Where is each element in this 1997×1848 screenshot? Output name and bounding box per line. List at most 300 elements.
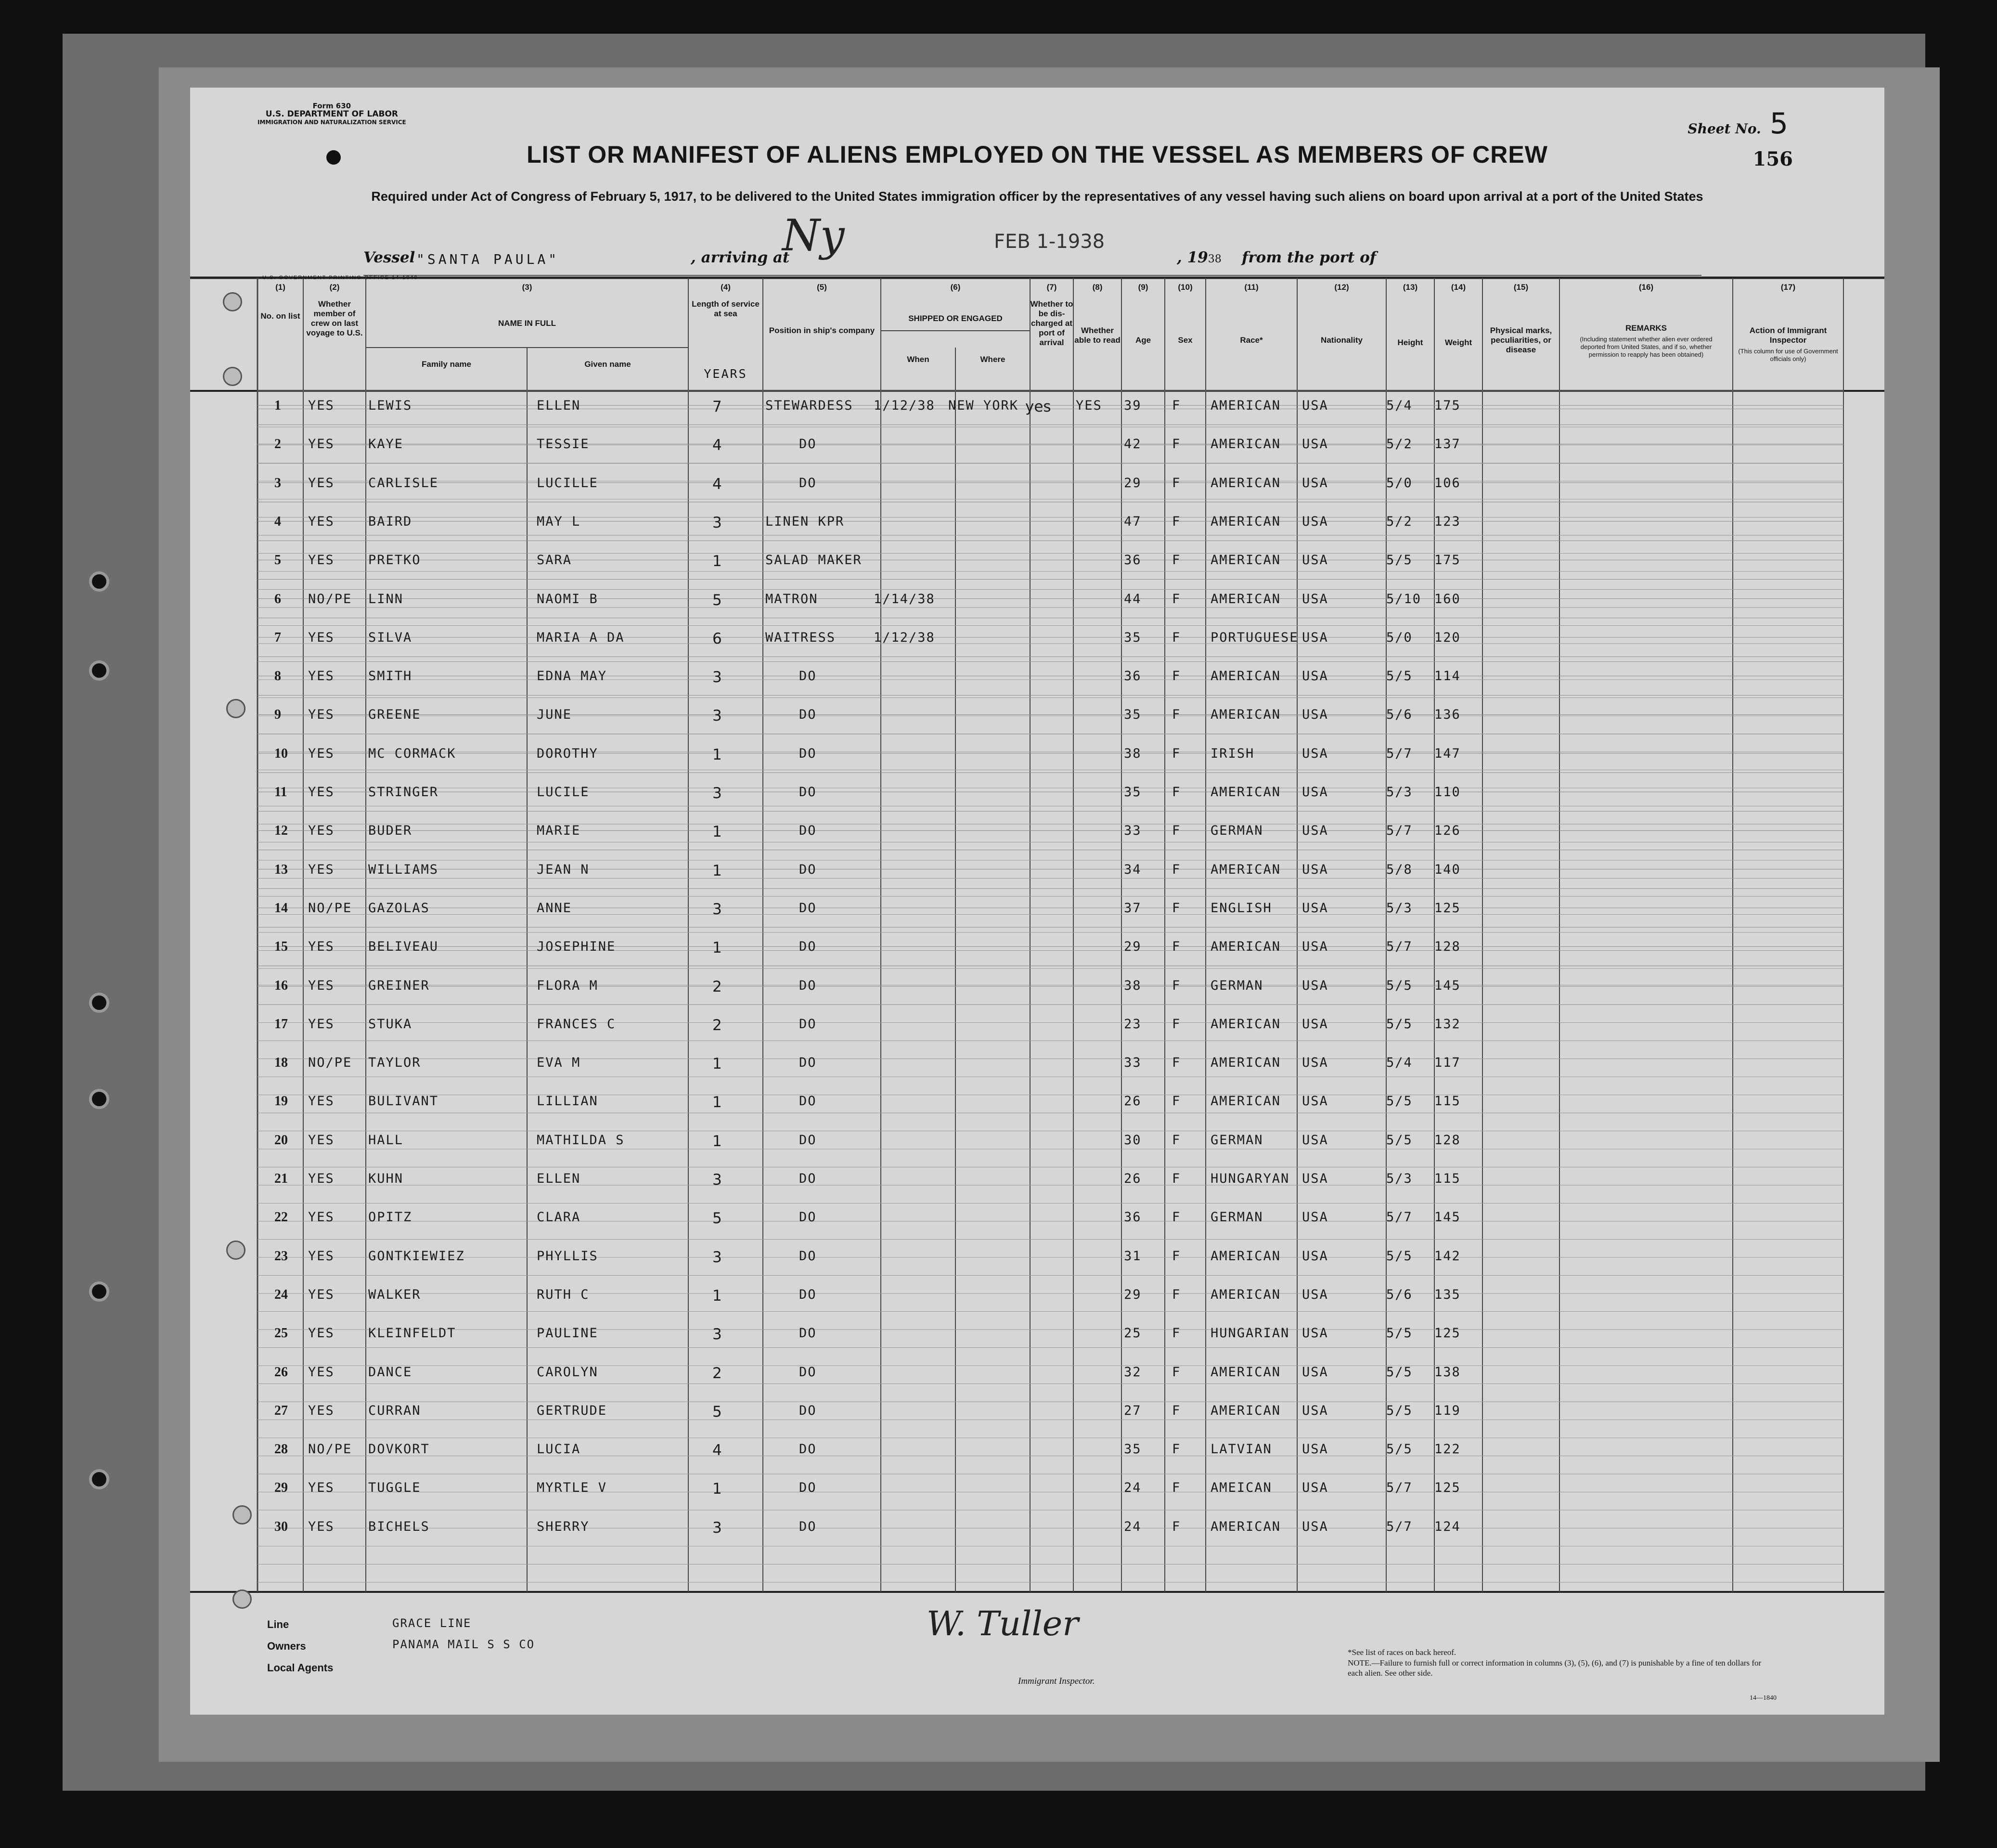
cell-race: AMEICAN [1211,1480,1272,1496]
punch-hole [223,367,242,386]
cell-given: JEAN N [537,862,590,877]
cell-sex: F [1172,978,1181,993]
cell-when: 1/14/38 [874,591,935,607]
cell-years: 5 [712,1403,722,1421]
document-title: LIST OR MANIFEST OF ALIENS EMPLOYED ON THE VESSEL AS MEMBERS OF CREW [527,141,1548,168]
cell-weight: 117 [1434,1055,1461,1071]
cell-position: MATRON [765,591,818,607]
cell-position: DO [799,939,817,955]
cell-position: DO [799,475,817,491]
cell-height: 5/0 [1386,630,1413,645]
cell-years: 7 [712,398,722,415]
punch-hole [89,660,109,681]
cell-no: 15 [274,939,288,955]
cell-weight: 126 [1434,823,1461,839]
cell-no: 7 [274,630,281,645]
cell-age: 33 [1124,823,1142,839]
cell-no: 8 [274,669,281,684]
cell-height: 5/3 [1386,900,1413,916]
cell-position: DO [799,1480,817,1496]
cell-given: CLARA [537,1210,581,1225]
cell-age: 47 [1124,514,1142,529]
cell-sex: F [1172,1326,1181,1341]
cell-nationality: USA [1302,1403,1328,1418]
header-physical-marks: Physical marks, peculiarities, or disease [1490,326,1552,354]
cell-weight: 119 [1434,1403,1461,1418]
cell-race: AMERICAN [1211,862,1281,877]
cell-voyage: NO/PE [308,591,352,607]
cell-family: BULIVANT [368,1094,439,1109]
cell-years: 3 [712,1519,722,1537]
cell-race: GERMAN [1211,1132,1263,1148]
cell-given: LUCILLE [537,475,598,491]
cell-age: 42 [1124,437,1142,452]
cell-years: 3 [712,1171,722,1189]
cell-sex: F [1172,1055,1181,1071]
cell-race: GERMAN [1211,1210,1263,1225]
cell-height: 5/2 [1386,437,1413,452]
line-label: Line [267,1618,289,1630]
cell-race: AMERICAN [1211,1519,1281,1534]
cell-years: 1 [712,1132,722,1150]
column-number: (5) [817,283,827,292]
cell-voyage: YES [308,1016,335,1032]
cell-height: 5/5 [1386,1132,1413,1148]
cell-sex: F [1172,707,1181,723]
cell-given: PHYLLIS [537,1248,598,1264]
cell-race: AMERICAN [1211,785,1281,800]
year-prefix: , 19 [1177,249,1208,266]
cell-sex: F [1172,1480,1181,1496]
cell-no: 4 [274,514,281,529]
cell-position: DO [799,1248,817,1264]
cell-weight: 123 [1434,514,1461,529]
cell-years: 3 [712,1326,722,1344]
header-position: Position in ship's company [769,326,875,335]
cell-weight: 142 [1434,1248,1461,1264]
cell-nationality: USA [1302,630,1328,645]
inspector-label: Immigrant Inspector. [1018,1676,1095,1686]
cell-no: 10 [274,746,288,761]
column-number: (16) [1638,283,1654,292]
column-number: (10) [1178,283,1193,292]
cell-years: 4 [712,437,722,454]
cell-years: 5 [712,591,722,609]
cell-voyage: YES [308,398,335,413]
cell-race: AMERICAN [1211,669,1281,684]
cell-nationality: USA [1302,1132,1328,1148]
cell-given: MAY L [537,514,581,529]
cell-voyage: YES [308,514,335,529]
punch-hole [223,292,242,311]
cell-years: 3 [712,785,722,802]
cell-years: 3 [712,669,722,686]
cell-voyage: YES [308,669,335,684]
header-when: When [907,355,929,364]
cell-height: 5/2 [1386,514,1413,529]
punch-hole [226,699,245,718]
cell-no: 16 [274,978,288,993]
cell-nationality: USA [1302,514,1328,529]
cell-no: 12 [274,823,288,839]
cell-weight: 137 [1434,437,1461,452]
cell-voyage: YES [308,1094,335,1109]
cell-age: 36 [1124,1210,1142,1225]
cell-age: 24 [1124,1480,1142,1496]
cell-height: 5/10 [1386,591,1422,607]
date-stamp: FEB 1-1938 [994,231,1105,253]
column-number: (12) [1334,283,1349,292]
cell-nationality: USA [1302,1248,1328,1264]
cell-voyage: YES [308,939,335,955]
punch-hole [326,150,341,165]
cell-weight: 120 [1434,630,1461,645]
cell-family: CURRAN [368,1403,421,1418]
cell-given: LUCILE [537,785,590,800]
column-number: (15) [1513,283,1529,292]
cell-nationality: USA [1302,707,1328,723]
cell-position: DO [799,1442,817,1457]
column-number: (7) [1046,283,1057,292]
header-sex: Sex [1178,336,1193,345]
cell-race: AMERICAN [1211,1055,1281,1071]
cell-height: 5/0 [1386,475,1413,491]
cell-no: 22 [274,1210,288,1225]
cell-position: DO [799,823,817,839]
cell-height: 5/5 [1386,1094,1413,1109]
column-number: (1) [275,283,285,292]
cell-discharged: yes [1025,398,1051,415]
cell-nationality: USA [1302,746,1328,761]
cell-sex: F [1172,823,1181,839]
punch-hole [232,1505,252,1525]
cell-no: 25 [274,1326,288,1341]
cell-weight: 114 [1434,669,1461,684]
cell-years: 5 [712,1210,722,1228]
cell-weight: 175 [1434,553,1461,568]
header-remarks: REMARKS [1625,323,1667,333]
cell-years: 3 [712,514,722,531]
cell-nationality: USA [1302,437,1328,452]
cell-position: STEWARDESS [765,398,853,413]
cell-race: AMERICAN [1211,398,1281,413]
cell-given: JUNE [537,707,572,723]
cell-weight: 128 [1434,1132,1461,1148]
cell-family: BICHELS [368,1519,430,1534]
cell-family: GREENE [368,707,421,723]
cell-weight: 145 [1434,1210,1461,1225]
cell-age: 23 [1124,1016,1142,1032]
cell-age: 31 [1124,1248,1142,1264]
punch-hole [89,571,109,592]
cell-race: GERMAN [1211,978,1263,993]
cell-family: KAYE [368,437,404,452]
cell-height: 5/5 [1386,1364,1413,1380]
cell-race: LATVIAN [1211,1442,1272,1457]
cell-race: HUNGARIAN [1211,1326,1290,1341]
cell-race: AMERICAN [1211,591,1281,607]
cell-age: 26 [1124,1094,1142,1109]
cell-position: DO [799,1016,817,1032]
cell-age: 36 [1124,553,1142,568]
cell-nationality: USA [1302,475,1328,491]
cell-race: AMERICAN [1211,1364,1281,1380]
cell-nationality: USA [1302,862,1328,877]
cell-voyage: YES [308,475,335,491]
cell-no: 23 [274,1248,288,1264]
cell-family: STUKA [368,1016,412,1032]
punch-hole [89,1469,109,1489]
cell-given: LUCIA [537,1442,581,1457]
cell-sex: F [1172,398,1181,413]
cell-weight: 106 [1434,475,1461,491]
cell-height: 5/6 [1386,707,1413,723]
cell-position: DO [799,437,817,452]
cell-race: GERMAN [1211,823,1263,839]
cell-years: 1 [712,1094,722,1111]
cell-given: ELLEN [537,398,581,413]
cell-voyage: YES [308,1132,335,1148]
cell-sex: F [1172,553,1181,568]
cell-height: 5/7 [1386,1210,1413,1225]
cell-age: 44 [1124,591,1142,607]
cell-when: 1/12/38 [874,398,935,413]
column-number: (9) [1138,283,1148,292]
cell-height: 5/5 [1386,1248,1413,1264]
cell-no: 26 [274,1364,288,1380]
cell-voyage: YES [308,978,335,993]
cell-sex: F [1172,475,1181,491]
arriving-port: Ny [782,210,845,261]
cell-sex: F [1172,669,1181,684]
cell-sex: F [1172,939,1181,955]
cell-weight: 115 [1434,1094,1461,1109]
cell-weight: 132 [1434,1016,1461,1032]
cell-no: 28 [274,1442,288,1457]
cell-height: 5/5 [1386,669,1413,684]
header-shipped-or-engaged: SHIPPED OR ENGAGED [908,314,1003,323]
cell-race: HUNGARYAN [1211,1171,1290,1186]
cell-family: DANCE [368,1364,412,1380]
cell-position: DO [799,707,817,723]
cell-race: AMERICAN [1211,707,1281,723]
punch-hole [89,1281,109,1302]
cell-given: MARIE [537,823,581,839]
cell-position: DO [799,1132,817,1148]
cell-voyage: YES [308,1403,335,1418]
cell-race: AMERICAN [1211,1403,1281,1418]
cell-position: DO [799,1055,817,1071]
cell-family: CARLISLE [368,475,439,491]
cell-position: LINEN KPR [765,514,845,529]
cell-years: 4 [712,1442,722,1460]
cell-given: JOSEPHINE [537,939,616,955]
cell-given: MYRTLE V [537,1480,607,1496]
cell-nationality: USA [1302,591,1328,607]
cell-height: 5/7 [1386,939,1413,955]
cell-no: 11 [274,785,287,800]
cell-age: 25 [1124,1326,1142,1341]
cell-sex: F [1172,1287,1181,1302]
vessel-name: "SANTA PAULA" [416,251,560,267]
cell-sex: F [1172,1210,1181,1225]
cell-weight: 125 [1434,900,1461,916]
cell-given: CAROLYN [537,1364,598,1380]
header-where: Where [980,355,1005,364]
cell-given: TESSIE [537,437,590,452]
cell-age: 29 [1124,475,1142,491]
cell-where: NEW YORK [948,398,1019,413]
document-subtitle: Required under Act of Congress of February 5, 1917, to be delivered to the United States immigration officer by the representatives of any vessel having such aliens on board upon arrival at a port of the United States [371,189,1703,204]
cell-nationality: USA [1302,1171,1328,1186]
cell-nationality: USA [1302,1016,1328,1032]
header-weight: Weight [1444,338,1472,347]
cell-race: PORTUGUESE [1211,630,1299,645]
cell-sex: F [1172,1519,1181,1534]
cell-given: RUTH C [537,1287,590,1302]
cell-weight: 115 [1434,1171,1461,1186]
cell-family: SMITH [368,669,412,684]
header-discharged: Whether to be dis-charged at port of arrival [1030,299,1073,347]
cell-voyage: YES [308,746,335,761]
cell-race: AMERICAN [1211,1248,1281,1264]
cell-nationality: USA [1302,823,1328,839]
cell-weight: 147 [1434,746,1461,761]
cell-family: LINN [368,591,404,607]
sheet-label: Sheet No. [1688,121,1761,137]
cell-height: 5/8 [1386,862,1413,877]
cell-voyage: YES [308,1287,335,1302]
header-action-note: (This column for use of Government officials only) [1738,348,1838,362]
cell-voyage: YES [308,1171,335,1186]
cell-years: 3 [712,707,722,725]
cell-voyage: NO/PE [308,1055,352,1071]
cell-position: DO [799,900,817,916]
year-suffix: 38 [1208,253,1222,265]
cell-years: 3 [712,900,722,918]
cell-position: DO [799,1171,817,1186]
cell-voyage: YES [308,1210,335,1225]
cell-weight: 145 [1434,978,1461,993]
cell-weight: 136 [1434,707,1461,723]
cell-when: 1/12/38 [874,630,935,645]
header-height: Height [1397,338,1423,347]
cell-height: 5/5 [1386,1326,1413,1341]
cell-family: KUHN [368,1171,404,1186]
column-number: (17) [1780,283,1796,292]
cell-nationality: USA [1302,398,1328,413]
line-value: GRACE LINE [392,1616,472,1630]
cell-weight: 175 [1434,398,1461,413]
header-no-on-list: No. on list [260,311,300,321]
cell-family: TUGGLE [368,1480,421,1496]
cell-position: DO [799,669,817,684]
cell-height: 5/4 [1386,1055,1413,1071]
cell-family: GAZOLAS [368,900,430,916]
cell-position: DO [799,1094,817,1109]
column-number: (3) [522,283,532,292]
penalty-note: NOTE.—Failure to furnish full or correct information in columns (3), (5), (6), and (7) is punishable by a fine of ten dollars for each alien. See other side. [1348,1658,1762,1678]
cell-years: 2 [712,978,722,995]
cell-position: DO [799,1326,817,1341]
cell-family: BAIRD [368,514,412,529]
cell-no: 19 [274,1094,288,1109]
cell-position: DO [799,1519,817,1534]
cell-sex: F [1172,1403,1181,1418]
column-number: (2) [329,283,340,292]
cell-years: 2 [712,1016,722,1034]
cell-race: AMERICAN [1211,1094,1281,1109]
cell-weight: 135 [1434,1287,1461,1302]
cell-age: 38 [1124,746,1142,761]
cell-family: WILLIAMS [368,862,439,877]
cell-position: DO [799,746,817,761]
header-race: Race* [1240,336,1263,345]
cell-years: 4 [712,475,722,493]
cell-voyage: YES [308,437,335,452]
cell-family: BUDER [368,823,412,839]
department-name: U.S. DEPARTMENT OF LABOR [265,109,399,119]
cell-nationality: USA [1302,1442,1328,1457]
cell-family: GREINER [368,978,430,993]
cell-sex: F [1172,1171,1181,1186]
cell-family: GONTKIEWIEZ [368,1248,465,1264]
cell-sex: F [1172,1016,1181,1032]
cell-family: MC CORMACK [368,746,456,761]
cell-nationality: USA [1302,669,1328,684]
cell-nationality: USA [1302,1210,1328,1225]
cell-sex: F [1172,785,1181,800]
cell-given: ANNE [537,900,572,916]
cell-position: DO [799,1403,817,1418]
cell-years: 1 [712,1287,722,1305]
cell-no: 17 [274,1016,288,1032]
cell-nationality: USA [1302,1480,1328,1496]
cell-no: 14 [274,900,288,916]
header-age: Age [1135,336,1151,345]
cell-position: DO [799,978,817,993]
cell-position: DO [799,1364,817,1380]
cell-nationality: USA [1302,1055,1328,1071]
cell-height: 5/5 [1386,1403,1413,1418]
cell-family: KLEINFELDT [368,1326,456,1341]
cell-nationality: USA [1302,1364,1328,1380]
from-port-label: from the port of [1242,249,1377,266]
punch-hole [226,1241,245,1260]
cell-sex: F [1172,630,1181,645]
cell-no: 29 [274,1480,288,1496]
page-number: 156 [1752,148,1793,170]
cell-age: 33 [1124,1055,1142,1071]
cell-years: 1 [712,823,722,841]
column-number: (13) [1403,283,1418,292]
cell-weight: 122 [1434,1442,1461,1457]
cell-height: 5/5 [1386,1016,1413,1032]
cell-family: TAYLOR [368,1055,421,1071]
header-remarks-note: (Including statement whether alien ever ordered deported from United States, and if so, whether permission to reapply has been obtained) [1580,336,1713,358]
cell-nationality: USA [1302,553,1328,568]
cell-sex: F [1172,1132,1181,1148]
cell-family: DOVKORT [368,1442,430,1457]
cell-race: ENGLISH [1211,900,1272,916]
column-number: (14) [1451,283,1466,292]
cell-given: LILLIAN [537,1094,598,1109]
cell-position: SALAD MAKER [765,553,862,568]
header-name-in-full: NAME IN FULL [498,319,556,328]
header-years: YEARS [704,367,747,381]
header-able-to-read: Whether able to read [1074,326,1121,345]
arriving-label: , arriving at [691,249,790,266]
